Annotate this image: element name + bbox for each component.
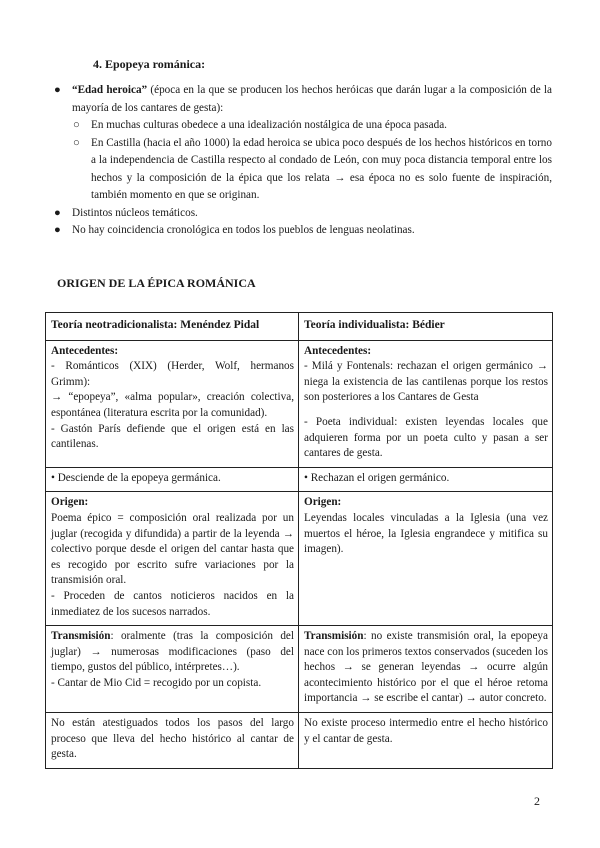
cell-epopeya-left: • Desciende de la epopeya germánica. xyxy=(46,467,299,492)
bullet-dot-icon: ● xyxy=(54,84,61,96)
cell-proceso-right: No existe proceso intermedio entre el hecho histórico y el cantar de gesta. xyxy=(299,713,553,769)
cell-transmision-left xyxy=(46,626,299,713)
bullet-cronologia xyxy=(52,222,552,240)
sub-bullet-ring-icon: ○ xyxy=(73,119,80,131)
header-neotradicionalista: Teoría neotradicionalista: Menéndez Pidal xyxy=(46,313,299,341)
cell-line xyxy=(51,629,294,676)
cell-line: Poema épico = composición oral realizada por un juglar (recogida y difundida) a partir de la leyenda → colectivo porque desde el origen del cantar hasta que es recogido por escrito sufre variaciones por la transmisión oral. xyxy=(51,511,294,587)
table-row-origen xyxy=(46,492,553,626)
sub-bullet-text: En muchas culturas obedece a una idealización nostálgica de una época pasada. xyxy=(91,119,447,131)
sub-bullet-idealizacion xyxy=(52,117,552,135)
cell-proceso-left: No están atestiguados todos los pasos del largo proceso que lleva del hecho histórico al cantar de gesta. xyxy=(46,713,299,769)
table-row-proceso xyxy=(46,713,553,769)
table-row-antecedentes xyxy=(46,340,553,467)
table-header-row xyxy=(46,313,553,341)
cell-line: Leyendas locales vinculadas a la Iglesia (una vez muertos el héroe, la Iglesia engrandece y mitifica su imagen). xyxy=(304,511,548,556)
table-row-epopeya xyxy=(46,467,553,492)
section-heading: ORIGEN DE LA ÉPICA ROMÁNICA xyxy=(57,276,256,290)
transmision-term: Transmisión xyxy=(304,630,364,643)
sub-bullet-castilla xyxy=(52,135,552,205)
cell-transmision-right xyxy=(299,626,553,713)
cell-line: - Románticos (XIX) (Herder, Wolf, hermanos Grimm): xyxy=(51,360,294,388)
cell-line: - Gastón París defiende que el origen está en las cantilenas. xyxy=(51,422,294,451)
sub-bullet-ring-icon: ○ xyxy=(73,136,80,149)
bullet-dot-icon: ● xyxy=(54,206,61,219)
cell-line: - Milá y Fontenals: rechazan el origen germánico → niega la existencia de las cantilenas porque los restos son posteriores a los Cantares de Gesta xyxy=(304,360,548,404)
edad-heroica-text: (época en la que se producen los hechos heróicas que darán lugar a la composición de la mayoría de los cantares de gesta): xyxy=(72,84,552,114)
bullet-list xyxy=(52,82,552,240)
header-individualista: Teoría individualista: Bédier xyxy=(299,313,553,341)
cell-title: Origen: xyxy=(304,496,342,509)
transmision-text: : no existe transmisión oral, la epopeya nace con los primeros textos conservados (suceden los hechos → se generan leyendas → ocurre algún acontecimiento histórico por el que el héroe retoma importancia → se escribe el cantar) → autor concreto. xyxy=(304,630,548,705)
cell-origen-left xyxy=(46,492,299,626)
page-number: 2 xyxy=(534,794,540,808)
edad-heroica-term: “Edad heroica” xyxy=(72,84,148,96)
cell-line: - Proceden de cantos noticieros nacidos en la inmediatez de los sucesos narrados. xyxy=(51,589,294,618)
transmision-text: : oralmente (tras la composición del juglar) → numerosas modificaciones (paso del tiempo, gustos del público, intérpretes…). xyxy=(51,630,294,674)
sub-bullet-text: En Castilla (hacia el año 1000) la edad heroica se ubica poco después de los hechos históricos en torno a la independencia de Castilla respecto al condado de León, con muy poca distancia temporal entre los hechos y la composición de la épica que los relata → esa época no es solo fuente de inspiración, también momento en que se originan. xyxy=(91,136,552,201)
cell-line: - Poeta individual: existen leyendas locales que adquieren forma por un poeta culto y pasan a ser cantares de gesta. xyxy=(304,415,548,460)
cell-title: Origen: xyxy=(51,496,89,509)
cell-title: Antecedentes: xyxy=(51,344,119,357)
bullet-text: Distintos núcleos temáticos. xyxy=(72,206,198,219)
cell-line xyxy=(304,629,548,707)
cell-antecedentes-right xyxy=(299,340,553,467)
cell-title: Antecedentes: xyxy=(304,344,372,357)
cell-epopeya-right: • Rechazan el origen germánico. xyxy=(299,467,553,492)
section-title: 4. Epopeya románica: xyxy=(93,57,206,71)
cell-line: → “epopeya”, «alma popular», creación colectiva, espontánea (literatura escrita por la comunidad). xyxy=(51,391,294,419)
table-row-transmision xyxy=(46,626,553,713)
bullet-nucleos xyxy=(52,205,552,223)
bullet-edad-heroica xyxy=(52,82,552,117)
comparison-table xyxy=(45,312,553,769)
line-gap xyxy=(304,406,548,415)
cell-origen-right xyxy=(299,492,553,626)
bullet-dot-icon: ● xyxy=(54,224,61,236)
cell-line: - Cantar de Mio Cid = recogido por un copista. xyxy=(51,676,262,689)
bullet-text: No hay coincidencia cronológica en todos los pueblos de lenguas neolatinas. xyxy=(72,224,415,236)
cell-antecedentes-left xyxy=(46,340,299,467)
transmision-term: Transmisión xyxy=(51,630,111,643)
